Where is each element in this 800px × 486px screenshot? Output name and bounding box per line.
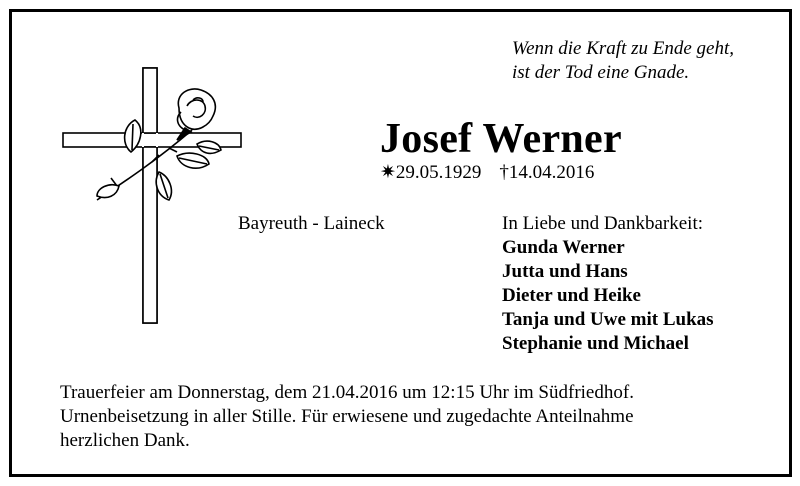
mourner-name: Jutta und Hans bbox=[502, 261, 628, 282]
mourner-list bbox=[502, 236, 714, 356]
life-dates bbox=[380, 161, 594, 185]
cross-with-rose-emblem bbox=[57, 60, 257, 345]
death-date: †14.04.2016 bbox=[499, 162, 595, 183]
mourner-name: Stephanie und Michael bbox=[502, 333, 689, 354]
birth-date: ✷29.05.1929 bbox=[380, 162, 482, 183]
obituary-notice bbox=[9, 9, 792, 477]
service-info-line-2: Urnenbeisetzung in aller Stille. Für erwiesene und zugedachte Anteilnahme bbox=[60, 406, 634, 427]
mourner-name: Dieter und Heike bbox=[502, 285, 641, 306]
mourner-name: Tanja und Uwe mit Lukas bbox=[502, 309, 714, 330]
quote-line-1: Wenn die Kraft zu Ende geht, bbox=[512, 38, 734, 59]
mourners-intro: In Liebe und Dankbarkeit: bbox=[502, 213, 704, 234]
mourner-name: Gunda Werner bbox=[502, 237, 625, 258]
deceased-name: Josef Werner bbox=[380, 116, 622, 162]
service-info-line-3: herzlichen Dank. bbox=[60, 430, 190, 451]
quote bbox=[512, 37, 734, 85]
location: Bayreuth - Laineck bbox=[238, 213, 385, 234]
service-info bbox=[60, 381, 634, 453]
service-info-line-1: Trauerfeier am Donnerstag, dem 21.04.2016 um 12:15 Uhr im Südfriedhof. bbox=[60, 382, 634, 403]
mourners bbox=[502, 212, 714, 356]
quote-line-2: ist der Tod eine Gnade. bbox=[512, 62, 690, 83]
